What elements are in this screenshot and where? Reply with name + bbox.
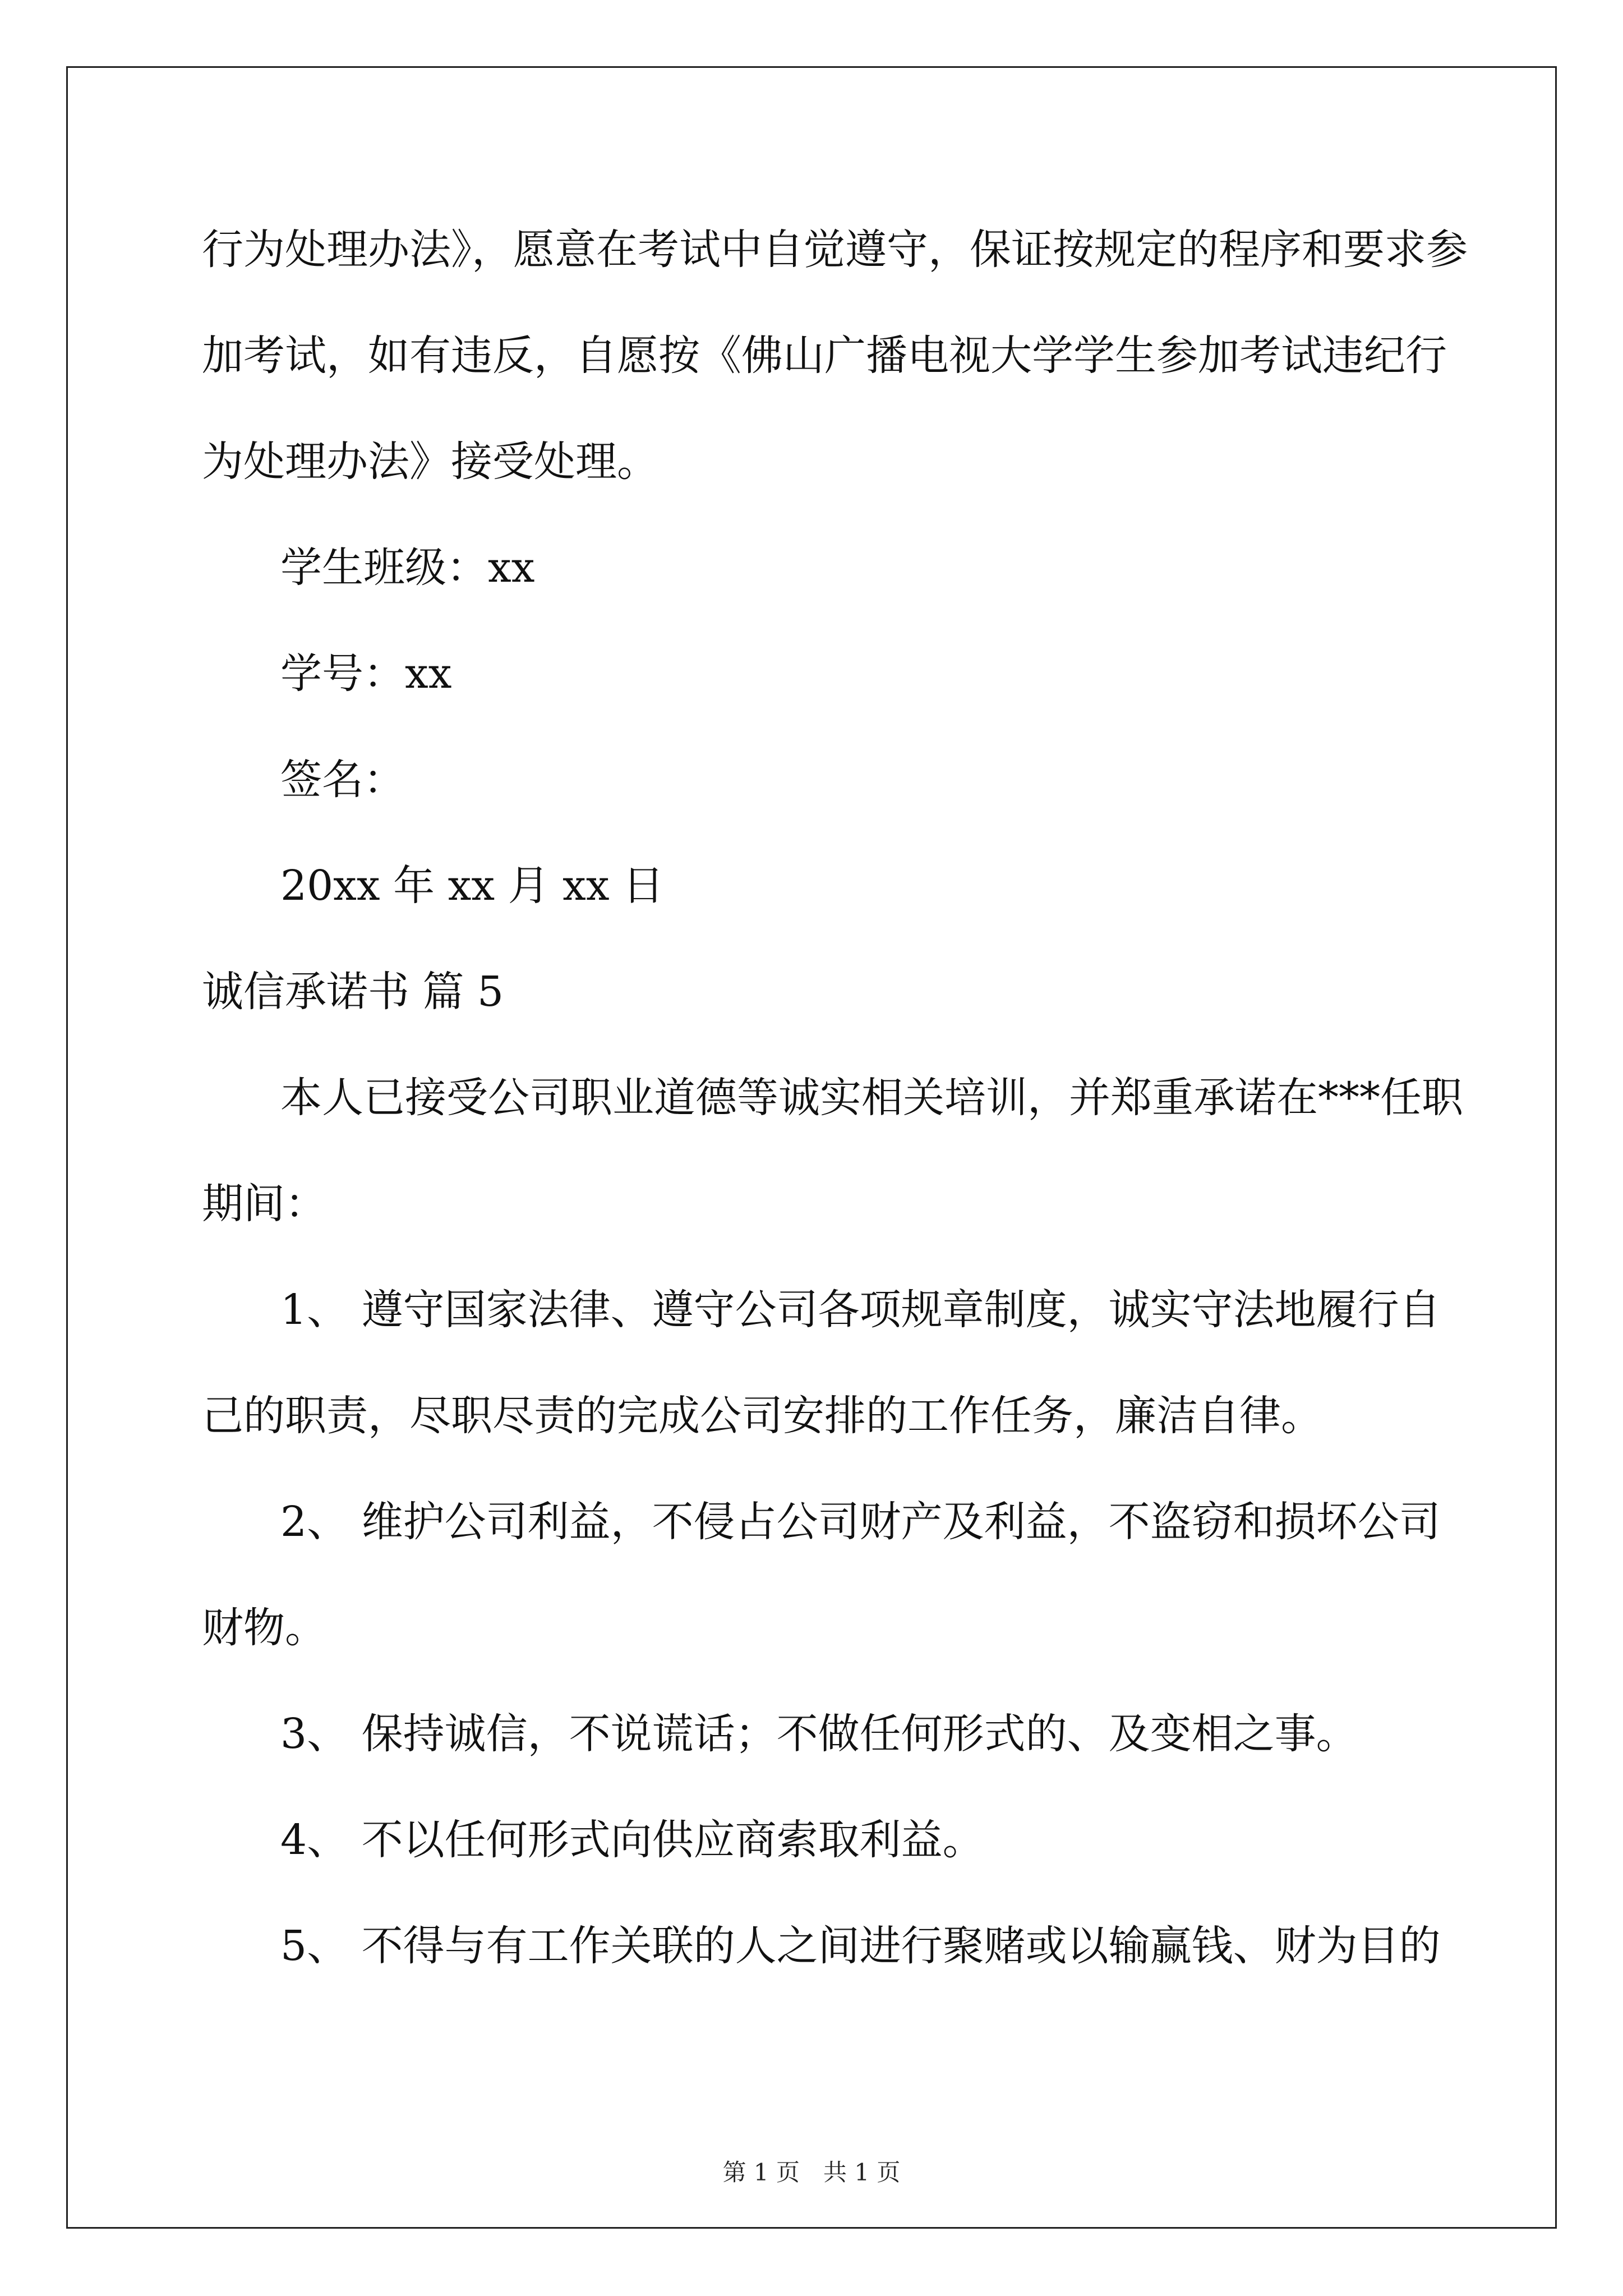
list-item: 2、 维护公司利益，不侵占公司财产及利益，不盗窃和损坏公司 bbox=[280, 1498, 1441, 1546]
text-line: 己的职责，尽职尽责的完成公司安排的工作任务，廉洁自律。 bbox=[202, 1392, 1322, 1440]
list-item: 1、 遵守国家法律、遵守公司各项规章制度，诚实守法地履行自 bbox=[280, 1286, 1441, 1334]
page-number-footer: 第 1 页 共 1 页 bbox=[722, 2159, 901, 2186]
text-line: 行为处理办法》，愿意在考试中自觉遵守，保证按规定的程序和要求参 bbox=[202, 226, 1468, 274]
list-item: 3、 保持诚信，不说谎话；不做任何形式的、及变相之事。 bbox=[280, 1710, 1358, 1758]
student-id-line: 学号：xx bbox=[280, 650, 452, 698]
text-line: 为处理办法》接受处理。 bbox=[202, 438, 658, 486]
list-item: 4、 不以任何形式向供应商索取利益。 bbox=[280, 1816, 984, 1864]
list-item: 5、 不得与有工作关联的人之间进行聚赌或以输赢钱、财为目的 bbox=[280, 1922, 1441, 1970]
signature-line: 签名： bbox=[280, 756, 405, 804]
section-heading: 诚信承诺书 篇 5 bbox=[202, 968, 504, 1016]
text-line: 财物。 bbox=[202, 1604, 326, 1652]
text-line: 期间： bbox=[202, 1180, 326, 1228]
page-border bbox=[66, 66, 1557, 2229]
text-line: 加考试，如有违反，自愿按《佛山广播电视大学学生参加考试违纪行 bbox=[202, 332, 1447, 380]
student-class-line: 学生班级：xx bbox=[280, 544, 535, 592]
text-line: 本人已接受公司职业道德等诚实相关培训，并郑重承诺在***任职 bbox=[280, 1074, 1463, 1122]
date-line: 20xx 年 xx 月 xx 日 bbox=[280, 862, 665, 910]
